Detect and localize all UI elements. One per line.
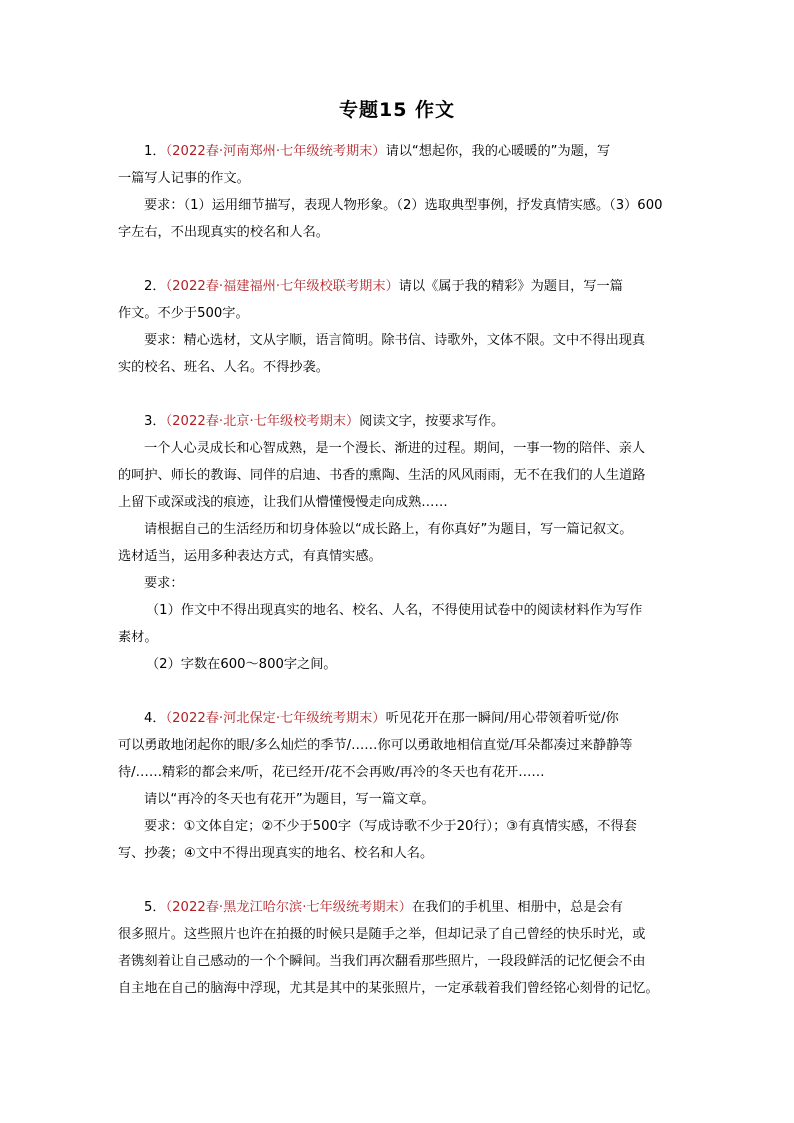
source-close-bracket: ） — [398, 900, 412, 915]
paragraph-line: 的呵护、师长的教诲、同伴的启迪、书香的熏陶、生活的风风雨雨，无不在我们的人生道路 — [118, 468, 646, 483]
question-first-line — [118, 273, 684, 300]
paragraph-line: 素材。 — [118, 630, 158, 645]
question-source — [166, 144, 386, 159]
source-open-bracket: （ — [165, 414, 173, 429]
source-close-bracket: ） — [372, 711, 386, 726]
paragraph-line: 实的校名、班名、人名。不得抄袭。 — [118, 360, 329, 375]
question-block — [118, 408, 684, 678]
paragraph-line: （2）字数在600～800字之间。 — [146, 657, 337, 672]
paragraph-line: 请以“再冷的冬天也有花开”为题目，写一篇文章。 — [144, 792, 435, 807]
question-block — [118, 273, 684, 381]
source-text: 2022春·河北保定·七年级统考期末 — [172, 711, 373, 726]
source-text: 2022春·北京·七年级校考期末 — [172, 414, 346, 429]
question-list — [118, 138, 684, 1002]
source-open-bracket: （ — [165, 279, 173, 294]
paragraph-line: 写、抄袭；④文中不得出现真实的地名、校名和人名。 — [118, 846, 434, 861]
question-source — [166, 900, 412, 915]
source-close-bracket: ） — [385, 279, 399, 294]
question-prompt: 在我们的手机里、相册中，总是会有 — [411, 900, 623, 915]
question-first-line — [118, 894, 684, 921]
page-title: 专题15 作文 — [338, 99, 456, 121]
question-prompt-line: 者镌刻着让自己感动的一个个瞬间。当我们再次翻看那些照片，一段段鲜活的记忆便会不由 — [118, 954, 646, 969]
question-prompt: 听见花开在那一瞬间/用心带领着听觉/你 — [385, 711, 619, 726]
question-prompt-line: 待/……精彩的都会来/听，花已经开/花不会再败/再冷的冬天也有花开…… — [118, 765, 545, 780]
paragraph-line: 要求： — [144, 576, 184, 591]
question-source — [166, 279, 399, 294]
paragraph-line: 要求：（1）运用细节描写，表现人物形象。（2）选取典型事例，抒发真情实感。（3）600 — [144, 198, 663, 213]
question-prompt-line: 很多照片。这些照片也许在拍摄的时候只是随手之举，但却记录了自己曾经的快乐时光，或 — [118, 927, 646, 942]
question-number: 4． — [144, 711, 166, 726]
paragraph-line: 请根据自己的生活经历和切身体验以“成长路上，有你真好”为题目，写一篇记叙文。 — [144, 522, 633, 537]
source-text: 2022春·河南郑州·七年级统考期末 — [172, 144, 373, 159]
question-source — [166, 711, 386, 726]
question-block — [118, 894, 684, 1002]
question-prompt-line: 自主地在自己的脑海中浮现，尤其是其中的某张照片，一定承载着我们曾经铭心刻骨的记忆。 — [118, 981, 659, 996]
question-spacer — [118, 381, 684, 408]
question-number: 2． — [144, 279, 166, 294]
question-prompt-line: 一篇写人记事的作文。 — [118, 171, 250, 186]
question-prompt: 请以“想起你，我的心暖暖的”为题，写 — [385, 144, 611, 159]
question-first-line — [118, 138, 684, 165]
paragraph-line: （1）作文中不得出现真实的地名、校名、人名，不得使用试卷中的阅读材料作为写作 — [146, 603, 643, 618]
question-block — [118, 705, 684, 867]
question-block — [118, 138, 684, 246]
paragraph-line: 字左右，不出现真实的校名和人名。 — [118, 225, 329, 240]
source-open-bracket: （ — [165, 900, 173, 915]
question-prompt: 阅读文字，按要求写作。 — [359, 414, 505, 429]
question-first-line — [118, 705, 684, 732]
question-number: 3． — [144, 414, 166, 429]
source-text: 2022春·福建福州·七年级校联考期末 — [172, 279, 386, 294]
question-number: 5． — [144, 900, 166, 915]
question-spacer — [118, 678, 684, 705]
paragraph-line: 上留下或深或浅的痕迹，让我们从懵懂慢慢走向成熟…… — [118, 495, 448, 510]
question-prompt: 请以《属于我的精彩》为题目，写一篇 — [398, 279, 623, 294]
question-number: 1． — [144, 144, 166, 159]
question-source — [166, 414, 360, 429]
question-spacer — [118, 867, 684, 894]
source-open-bracket: （ — [165, 711, 173, 726]
paragraph-line: 选材适当，运用多种表达方式，有真情实感。 — [118, 549, 382, 564]
source-close-bracket: ） — [372, 144, 386, 159]
question-prompt-line: 可以勇敢地闭起你的眼/多么灿烂的季节/……你可以勇敢地相信直觉/耳朵都凑过来静静等 — [118, 738, 633, 753]
question-prompt-line: 作文。不少于500字。 — [118, 306, 249, 321]
source-close-bracket: ） — [346, 414, 360, 429]
source-text: 2022春·黑龙江哈尔滨·七年级统考期末 — [172, 900, 399, 915]
question-first-line — [118, 408, 684, 435]
source-open-bracket: （ — [165, 144, 173, 159]
paragraph-line: 要求：①文体自定；②不少于500字（写成诗歌不少于20行）；③有真情实感，不得套 — [144, 819, 637, 834]
paragraph-line: 要求：精心选材，文从字顺，语言简明。除书信、诗歌外，文体不限。文中不得出现真 — [144, 333, 646, 348]
paragraph-line: 一个人心灵成长和心智成熟，是一个漫长、渐进的过程。期间，一事一物的陪伴、亲人 — [144, 441, 646, 456]
question-spacer — [118, 246, 684, 273]
